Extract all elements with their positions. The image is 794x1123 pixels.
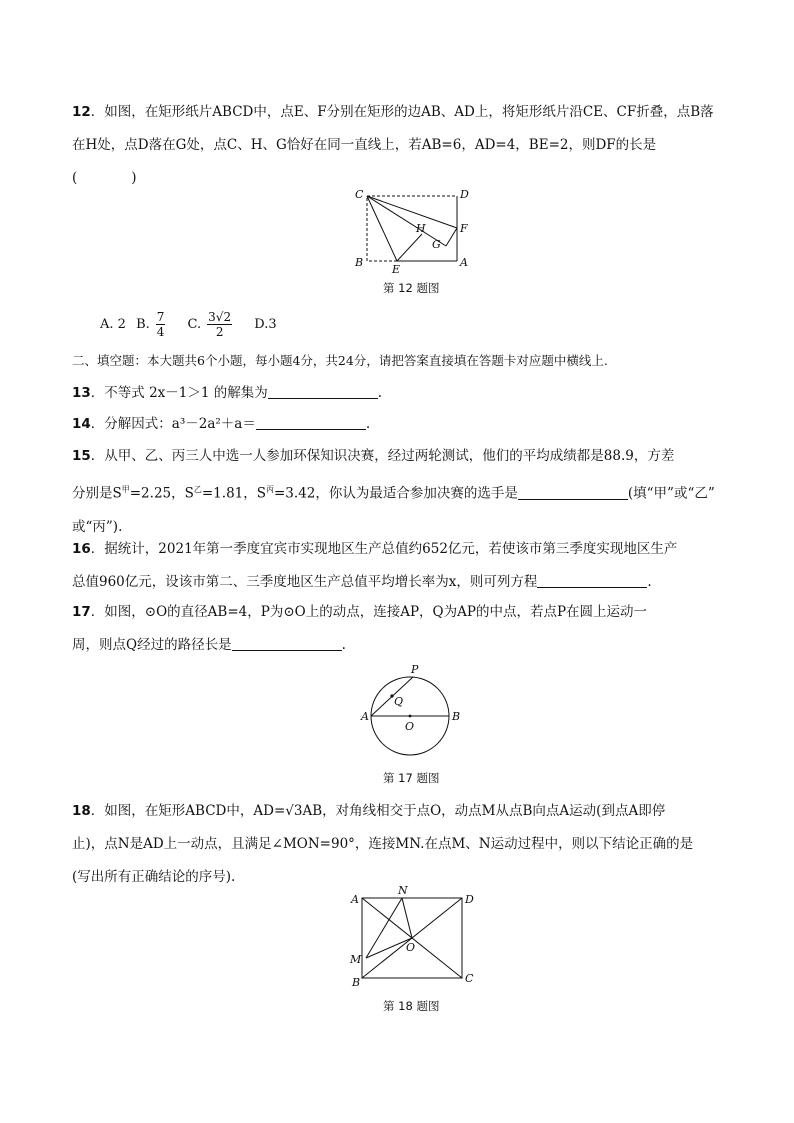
section-heading: 二、填空题：本大题共6个小题，每小题4分，共24分，请把答案直接填在答题卡对应题中横线上. bbox=[72, 353, 608, 368]
label-q: Q bbox=[394, 695, 404, 708]
line-mn bbox=[366, 898, 402, 958]
figure-q17 bbox=[356, 660, 466, 764]
label-o: O bbox=[406, 941, 416, 954]
answer-blank[interactable] bbox=[537, 573, 647, 588]
label-d: D bbox=[465, 893, 474, 906]
line-cf bbox=[367, 196, 457, 228]
label-p: P bbox=[411, 663, 419, 676]
label-n: N bbox=[398, 884, 408, 897]
answer-blank[interactable] bbox=[268, 384, 378, 399]
label-b: B bbox=[352, 976, 361, 989]
question-14: 14．分解因式：a³－2a²＋a＝ . bbox=[72, 416, 371, 432]
label-g: G bbox=[432, 238, 441, 251]
label-a: A bbox=[460, 256, 468, 269]
choice-d: D.3 bbox=[254, 317, 277, 332]
caption-q18: 第 18 题图 bbox=[383, 999, 440, 1013]
caption-q17: 第 17 题图 bbox=[383, 771, 440, 785]
question-number: 12 bbox=[72, 104, 91, 120]
figure-q18 bbox=[344, 884, 479, 992]
label-e: E bbox=[392, 263, 401, 276]
figure-q12 bbox=[350, 186, 480, 276]
answer-blank[interactable] bbox=[232, 636, 342, 651]
question-text: ．如图，在矩形纸片ABCD中，点E、F分别在矩形的边AB、AD上，将矩形纸片沿CE、CF折叠，点B落在H处，点D落在G处，点C、H、G恰好在同一直线上，若AB=6，AD=4，BE=2，则DF的长是( ) bbox=[72, 104, 714, 186]
choices-q12 bbox=[100, 310, 283, 340]
label-c: C bbox=[465, 972, 474, 985]
question-12 bbox=[72, 96, 720, 195]
choice-b: B. $\frac{7}{4}$ bbox=[136, 310, 165, 339]
label-h: H bbox=[416, 222, 426, 235]
label-a: A bbox=[361, 710, 369, 723]
label-b: B bbox=[452, 710, 461, 723]
rectangle-abcd bbox=[367, 196, 457, 261]
answer-blank[interactable] bbox=[518, 485, 628, 500]
label-c: C bbox=[355, 188, 364, 201]
label-f: F bbox=[460, 222, 468, 235]
question-18: 18．如图，在矩形ABCD中，AD=√3AB，对角线相交于点O，动点M从点B向点A运动(到点A即停 止)，点N是AD上一动点，且满足∠MON=90°，连接MN.在点M、N运动过程中，则以下结论正确的是 (写出所有正确结论的序号). bbox=[72, 803, 694, 885]
choice-c: C. $\frac{3√2}{2}$ bbox=[187, 310, 232, 339]
answer-blank[interactable] bbox=[256, 415, 366, 430]
label-m: M bbox=[350, 953, 362, 966]
caption-q12: 第 12 题图 bbox=[383, 281, 440, 295]
label-o: O bbox=[405, 720, 415, 733]
label-a: A bbox=[351, 893, 359, 906]
label-d: D bbox=[460, 188, 469, 201]
label-b: B bbox=[355, 256, 364, 269]
question-17: 17．如图，⊙O的直径AB=4，P为⊙O上的动点，连接AP，Q为AP的中点，若点P在圆上运动一 周，则点Q经过的路径长是 . bbox=[72, 604, 648, 653]
question-15: 15．从甲、乙、丙三人中选一人参加环保知识决赛，经过两轮测试，他们的平均成绩都是88.9，方差 分别是$S^甲=2.25$，$S^乙=1.81$，$S^丙=3.42$，你认为最适合参加决赛的选手是 (填“甲”或“乙” 或“丙”). bbox=[72, 448, 715, 535]
line-on bbox=[402, 898, 412, 938]
question-13: 13．不等式 2x－1＞1 的解集为 . bbox=[72, 385, 383, 401]
question-16: 16．据统计，2021年第一季度宜宾市实现地区生产总值约652亿元，若使该市第三季度实现地区生产 总值960亿元，设该市第二、三季度地区生产总值平均增长率为x，则可列方程 . bbox=[72, 541, 678, 590]
choice-a: A. 2 bbox=[100, 317, 126, 332]
